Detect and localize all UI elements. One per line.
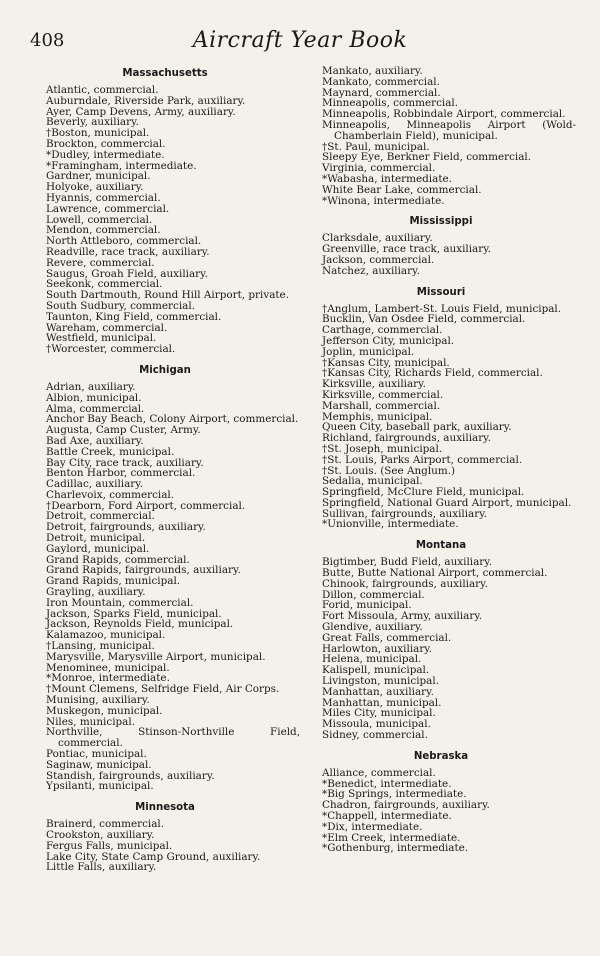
airport-entry: Grand Rapids, municipal. [46, 575, 181, 588]
airport-entry: South Sudbury, commercial. [46, 299, 195, 312]
airport-entry: Memphis, municipal. [322, 410, 433, 423]
state-section [306, 751, 576, 854]
airport-entry: †St. Joseph, municipal. [322, 442, 443, 455]
airport-entry: Virginia, commercial. [322, 162, 436, 175]
airport-entry: Natchez, auxiliary. [322, 264, 420, 277]
airport-entry: Sullivan, fairgrounds, auxiliary. [322, 507, 487, 520]
airport-entry: †Kansas City, Richards Field, commercial. [322, 367, 543, 380]
airport-entry: Marshall, commercial. [322, 399, 441, 412]
airport-entry: Jackson, commercial. [322, 253, 435, 266]
airport-entry: *Elm Creek, intermediate. [322, 831, 461, 844]
airport-entry: Atlantic, commercial. [46, 84, 159, 96]
airport-entry: Beverly, auxiliary. [46, 116, 139, 129]
airport-entry: Crookston, auxiliary. [46, 829, 155, 841]
airport-entry: Grand Rapids, commercial. [46, 553, 190, 566]
airport-entry: Hyannis, commercial. [46, 191, 161, 204]
airport-entry: Adrian, auxiliary. [46, 380, 136, 393]
airport-entry: †St. Paul, municipal. [322, 140, 430, 153]
state-heading: Nebraska [413, 750, 469, 762]
state-section [306, 540, 576, 741]
airport-list [306, 768, 576, 854]
airport-entry: Springfield, McClure Field, municipal. [322, 486, 525, 499]
airport-entry: Ypsilanti, municipal. [46, 780, 154, 793]
airport-entry: Sleepy Eye, Berkner Field, commercial. [322, 151, 532, 164]
airport-entry: Bay City, race track, auxiliary. [46, 456, 204, 469]
airport-entry: Minneapolis, Minneapolis Airport (Wold-Chamberlain Field), municipal. [322, 118, 576, 142]
airport-entry: Bucklin, Van Osdee Field, commercial. [322, 313, 526, 326]
airport-entry: Alliance, commercial. [322, 766, 436, 779]
page-number: 408 [30, 30, 65, 51]
airport-entry: Miles City, municipal. [322, 707, 436, 720]
airport-entry: †Worcester, commercial. [46, 343, 176, 356]
airport-entry: Mankato, commercial. [322, 75, 440, 88]
airport-entry: Detroit, fairgrounds, auxiliary. [46, 521, 206, 534]
airport-entry: Alma, commercial. [46, 402, 145, 415]
airport-entry: Menominee, municipal. [46, 661, 170, 674]
airport-entry: Readville, race track, auxiliary. [46, 245, 210, 258]
airport-entry: Sedalia, municipal. [322, 475, 423, 488]
state-section [306, 216, 576, 276]
airport-entry: Lake City, State Camp Ground, auxiliary. [46, 850, 261, 863]
airport-entry: *Framingham, intermediate. [46, 159, 197, 172]
airport-entry: Jackson, Reynolds Field, municipal. [46, 618, 234, 631]
airport-entry: *Dix, intermediate. [322, 820, 423, 833]
airport-entry: Minneapolis, commercial. [322, 97, 459, 110]
airport-entry: Mankato, auxiliary. [322, 65, 423, 77]
airport-entry: Seekonk, commercial. [46, 278, 163, 291]
airport-entry: Great Falls, commercial. [322, 631, 452, 644]
airport-entry: Kalamazoo, municipal. [46, 629, 166, 642]
airport-entry: Benton Harbor, commercial. [46, 467, 196, 480]
airport-entry: Grand Rapids, fairgrounds, auxiliary. [46, 564, 241, 577]
airport-entry: Queen City, baseball park, auxiliary. [322, 421, 512, 434]
airport-entry: Wareham, commercial. [46, 321, 168, 334]
airport-entry: Pontiac, municipal. [46, 748, 147, 761]
state-section [30, 365, 300, 792]
airport-entry: Fort Missoula, Army, auxiliary. [322, 610, 483, 623]
airport-entry: Kirksville, commercial. [322, 388, 444, 401]
state-section [30, 802, 300, 873]
airport-entry: Holyoke, auxiliary. [46, 181, 144, 194]
airport-entry: Niles, municipal. [46, 715, 136, 728]
airport-entry: Manhattan, auxiliary. [322, 685, 434, 698]
airport-entry: Westfield, municipal. [46, 332, 157, 345]
airport-entry: Greenville, race track, auxiliary. [322, 243, 492, 256]
airport-entry: Manhattan, municipal. [322, 696, 442, 709]
airport-entry: Anchor Bay Beach, Colony Airport, commercial. [46, 413, 299, 426]
airport-entry: Gardner, municipal. [46, 170, 151, 183]
airport-entry: Springfield, National Guard Airport, municipal. [322, 496, 572, 509]
airport-entry: Saugus, Groah Field, auxiliary. [46, 267, 208, 280]
airport-entry: Northville, Stinson-Northville Field, commercial. [46, 726, 300, 750]
airport-entry: Kirksville, auxiliary. [322, 378, 426, 391]
airport-entry: Augusta, Camp Custer, Army. [46, 424, 201, 437]
airport-entry: Minneapolis, Robbindale Airport, commercial. [322, 108, 566, 121]
airport-entry: *Winona, intermediate. [322, 194, 445, 207]
airport-entry: Jefferson City, municipal. [322, 334, 455, 347]
airport-list [306, 557, 576, 741]
airport-entry: Mendon, commercial. [46, 224, 161, 237]
state-section [306, 287, 576, 531]
airport-entry: Detroit, municipal. [46, 532, 146, 545]
airport-entry: Lawrence, commercial. [46, 202, 170, 215]
airport-entry: North Attleboro, commercial. [46, 235, 202, 248]
airport-entry: †St. Louis. (See Anglum.) [322, 464, 456, 477]
state-heading: Missouri [416, 286, 466, 298]
airport-entry: *Big Springs, intermediate. [322, 788, 467, 801]
state-heading: Massachusetts [122, 68, 208, 79]
airport-entry: Charlevoix, commercial. [46, 488, 175, 501]
airport-entry: Auburndale, Riverside Park, auxiliary. [46, 94, 246, 107]
state-section [30, 68, 300, 355]
airport-entry: Iron Mountain, commercial. [46, 596, 194, 609]
airport-entry: †Lansing, municipal. [46, 640, 155, 653]
airport-entry: Revere, commercial. [46, 256, 155, 269]
airport-entry: Little Falls, auxiliary. [46, 861, 157, 874]
airport-entry: Jackson, Sparks Field, municipal. [46, 607, 222, 620]
airport-entry: South Dartmouth, Round Hill Airport, private. [46, 289, 290, 302]
page-header [30, 28, 570, 56]
state-heading: Minnesota [135, 802, 195, 814]
airport-list [30, 382, 300, 792]
airport-entry: Standish, fairgrounds, auxiliary. [46, 769, 215, 782]
airport-entry: Glendive, auxiliary. [322, 621, 423, 634]
state-heading: Montana [415, 540, 467, 552]
airport-entry: †St. Louis, Parks Airport, commercial. [322, 453, 523, 466]
state-heading: Michigan [139, 364, 191, 376]
airport-entry: Carthage, commercial. [322, 324, 443, 337]
airport-list [30, 819, 300, 873]
airport-entry: Butte, Butte National Airport, commercial. [322, 567, 548, 580]
airport-entry: *Chappell, intermediate. [322, 810, 452, 823]
airport-entry: Brockton, commercial. [46, 137, 166, 150]
airport-entry: Bad Axe, auxiliary. [46, 434, 144, 447]
airport-entry: Joplin, municipal. [322, 345, 415, 358]
airport-entry: Detroit, commercial. [46, 510, 155, 523]
airport-entry: †Mount Clemens, Selfridge Field, Air Corps. [46, 683, 280, 696]
airport-entry: Clarksdale, auxiliary. [322, 232, 433, 245]
airport-entry: Albion, municipal. [46, 391, 142, 404]
airport-entry: Battle Creek, municipal. [46, 445, 175, 458]
airport-entry: *Dudley, intermediate. [46, 148, 165, 161]
airport-entry: Sidney, commercial. [322, 729, 428, 742]
airport-entry: Munising, auxiliary. [46, 694, 150, 707]
airport-entry: Bigtimber, Budd Field, auxiliary. [322, 556, 493, 569]
airport-entry: †Boston, municipal. [46, 127, 150, 140]
airport-entry: Brainerd, commercial. [46, 818, 165, 831]
airport-entry: White Bear Lake, commercial. [322, 183, 482, 196]
airport-entry: Gaylord, municipal. [46, 542, 150, 555]
airport-entry: *Gothenburg, intermediate. [322, 842, 469, 855]
state-section [306, 66, 576, 206]
airport-list [306, 233, 576, 276]
airport-entry: Maynard, commercial. [322, 86, 441, 99]
airport-entry: Forid, municipal. [322, 599, 412, 612]
airport-entry: Kalispell, municipal. [322, 664, 430, 677]
airport-entry: Dillon, commercial. [322, 588, 425, 601]
airport-entry: *Monroe, intermediate. [46, 672, 170, 685]
airport-entry: Harlowton, auxiliary. [322, 642, 433, 655]
airport-entry: Taunton, King Field, commercial. [46, 310, 222, 323]
airport-entry: Cadillac, auxiliary. [46, 478, 144, 491]
airport-list [306, 66, 576, 206]
airport-entry: Marysville, Marysville Airport, municipal. [46, 650, 266, 663]
airport-entry: Muskegon, municipal. [46, 704, 163, 717]
airport-entry: †Dearborn, Ford Airport, commercial. [46, 499, 246, 512]
airport-entry: †Anglum, Lambert-St. Louis Field, municipal. [322, 302, 562, 315]
state-heading: Mississippi [409, 216, 473, 228]
airport-entry: Ayer, Camp Devens, Army, auxiliary. [46, 105, 236, 118]
airport-list [30, 85, 300, 355]
book-title: Aircraft Year Book [192, 28, 408, 53]
left-column [30, 66, 300, 883]
airport-entry: Fergus Falls, municipal. [46, 839, 173, 852]
airport-entry: Missoula, municipal. [322, 718, 431, 731]
airport-entry: Helena, municipal. [322, 653, 422, 666]
airport-entry: *Wabasha, intermediate. [322, 172, 452, 185]
airport-entry: Saginaw, municipal. [46, 758, 152, 771]
airport-entry: Lowell, commercial. [46, 213, 153, 226]
airport-entry: Livingston, municipal. [322, 675, 439, 688]
airport-entry: Chadron, fairgrounds, auxiliary. [322, 799, 490, 812]
airport-entry: Richland, fairgrounds, auxiliary. [322, 432, 491, 445]
airport-list [306, 304, 576, 531]
airport-entry: *Unionville, intermediate. [322, 518, 459, 531]
right-column [306, 66, 576, 864]
airport-entry: Chinook, fairgrounds, auxiliary. [322, 577, 488, 590]
airport-entry: *Benedict, intermediate. [322, 777, 452, 790]
airport-entry: †Kansas City, municipal. [322, 356, 450, 369]
airport-entry: Grayling, auxiliary. [46, 586, 146, 599]
